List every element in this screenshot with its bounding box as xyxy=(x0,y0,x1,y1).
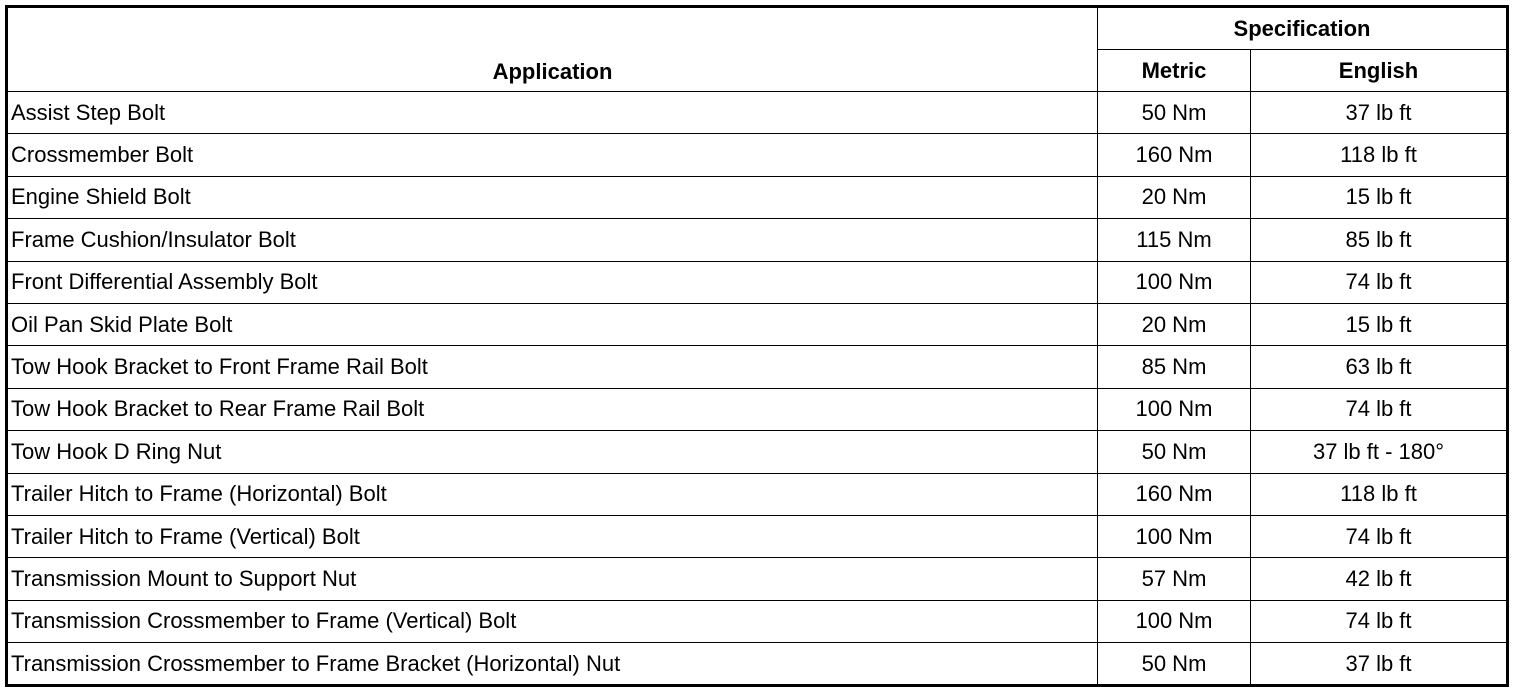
table-row xyxy=(7,219,1508,261)
english-cell: 74 lb ft xyxy=(1251,388,1508,430)
metric-cell: 85 Nm xyxy=(1098,346,1251,388)
metric-cell: 160 Nm xyxy=(1098,134,1251,176)
table-body xyxy=(7,92,1508,686)
application-cell: Frame Cushion/Insulator Bolt xyxy=(7,219,1098,261)
metric-cell: 100 Nm xyxy=(1098,515,1251,557)
metric-cell: 20 Nm xyxy=(1098,176,1251,218)
application-cell: Transmission Crossmember to Frame Bracket (Horizontal) Nut xyxy=(7,643,1098,686)
metric-cell: 100 Nm xyxy=(1098,261,1251,303)
application-cell: Transmission Mount to Support Nut xyxy=(7,558,1098,600)
application-cell: Assist Step Bolt xyxy=(7,92,1098,134)
fastener-torque-table xyxy=(5,5,1509,687)
table-row xyxy=(7,92,1508,134)
table-row xyxy=(7,431,1508,473)
application-cell: Trailer Hitch to Frame (Vertical) Bolt xyxy=(7,515,1098,557)
english-cell: 15 lb ft xyxy=(1251,176,1508,218)
application-cell: Crossmember Bolt xyxy=(7,134,1098,176)
application-cell: Tow Hook Bracket to Rear Frame Rail Bolt xyxy=(7,388,1098,430)
metric-cell: 100 Nm xyxy=(1098,600,1251,642)
table-row xyxy=(7,176,1508,218)
english-cell: 37 lb ft xyxy=(1251,643,1508,686)
english-cell: 85 lb ft xyxy=(1251,219,1508,261)
english-cell: 42 lb ft xyxy=(1251,558,1508,600)
metric-cell: 100 Nm xyxy=(1098,388,1251,430)
table-row xyxy=(7,600,1508,642)
metric-cell: 57 Nm xyxy=(1098,558,1251,600)
english-cell: 37 lb ft xyxy=(1251,92,1508,134)
table-header xyxy=(7,7,1508,92)
metric-cell: 50 Nm xyxy=(1098,431,1251,473)
metric-cell: 50 Nm xyxy=(1098,92,1251,134)
table-row xyxy=(7,261,1508,303)
metric-cell: 50 Nm xyxy=(1098,643,1251,686)
english-cell: 37 lb ft - 180° xyxy=(1251,431,1508,473)
english-cell: 118 lb ft xyxy=(1251,473,1508,515)
english-cell: 15 lb ft xyxy=(1251,303,1508,345)
english-cell: 63 lb ft xyxy=(1251,346,1508,388)
application-header: Application xyxy=(7,7,1098,92)
header-row-top xyxy=(7,7,1508,50)
table-row xyxy=(7,515,1508,557)
english-cell: 74 lb ft xyxy=(1251,600,1508,642)
metric-cell: 20 Nm xyxy=(1098,303,1251,345)
application-cell: Engine Shield Bolt xyxy=(7,176,1098,218)
application-cell: Front Differential Assembly Bolt xyxy=(7,261,1098,303)
table-row xyxy=(7,643,1508,686)
table-row xyxy=(7,558,1508,600)
table-row xyxy=(7,134,1508,176)
application-cell: Tow Hook Bracket to Front Frame Rail Bolt xyxy=(7,346,1098,388)
metric-header: Metric xyxy=(1098,50,1251,92)
english-cell: 118 lb ft xyxy=(1251,134,1508,176)
table-row xyxy=(7,303,1508,345)
specification-header: Specification xyxy=(1098,7,1508,50)
application-cell: Oil Pan Skid Plate Bolt xyxy=(7,303,1098,345)
metric-cell: 115 Nm xyxy=(1098,219,1251,261)
application-cell: Tow Hook D Ring Nut xyxy=(7,431,1098,473)
table-row xyxy=(7,473,1508,515)
english-cell: 74 lb ft xyxy=(1251,515,1508,557)
table-row xyxy=(7,388,1508,430)
table-row xyxy=(7,346,1508,388)
english-header: English xyxy=(1251,50,1508,92)
metric-cell: 160 Nm xyxy=(1098,473,1251,515)
application-cell: Trailer Hitch to Frame (Horizontal) Bolt xyxy=(7,473,1098,515)
application-cell: Transmission Crossmember to Frame (Vertical) Bolt xyxy=(7,600,1098,642)
english-cell: 74 lb ft xyxy=(1251,261,1508,303)
